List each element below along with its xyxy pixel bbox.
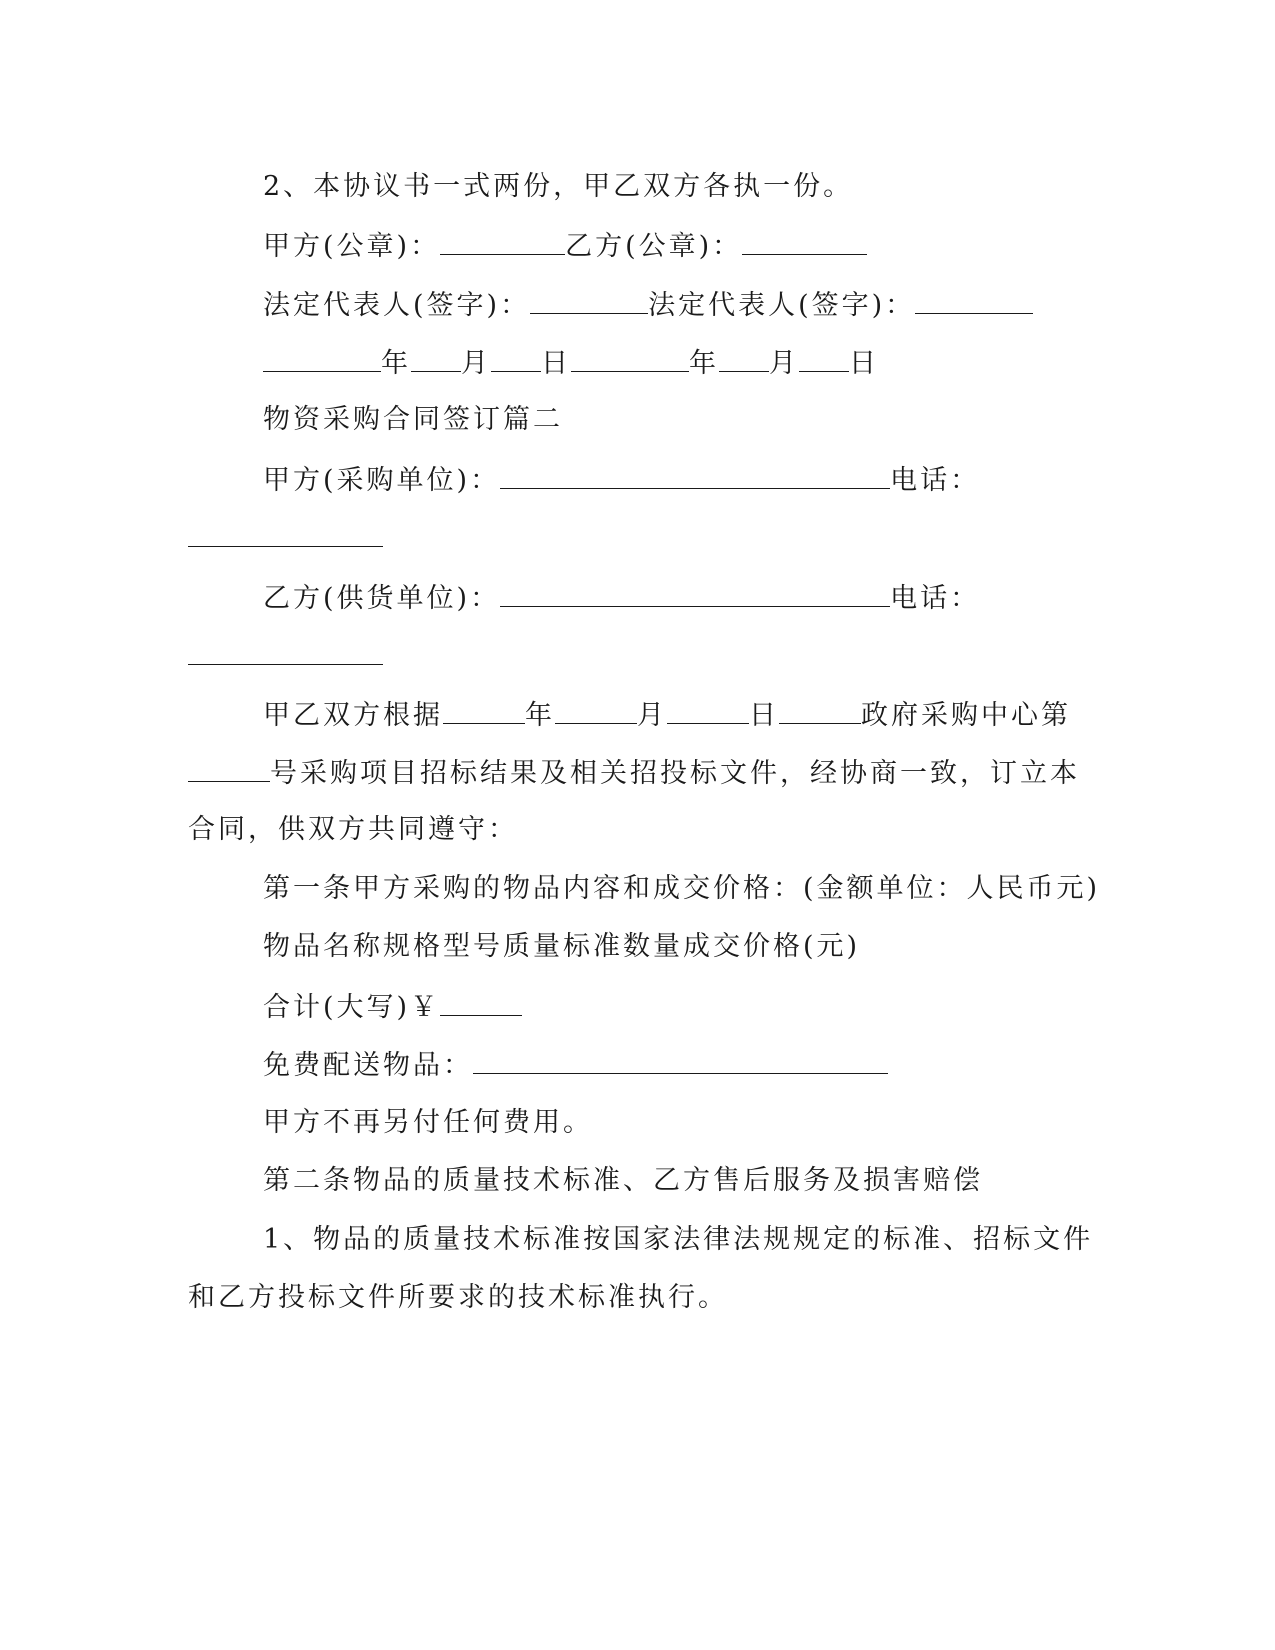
basis-year-blank[interactable]	[443, 697, 525, 724]
article-one-heading: 第一条甲方采购的物品内容和成交价格：(金额单位：人民币元)	[263, 873, 1101, 904]
date-a-year-blank[interactable]	[263, 345, 381, 372]
clause-copies: 2、本协议书一式两份，甲乙双方各执一份。	[263, 171, 854, 202]
date-b-year-blank[interactable]	[571, 345, 689, 372]
agreement-basis-line-3: 合同，供双方共同遵守：	[188, 814, 518, 845]
agreement-basis-line-1: 甲乙双方根据 年 月 日 政府采购中心第	[263, 697, 1071, 733]
party-a-seal-label: 甲方(公章)：	[263, 231, 441, 262]
agreement-basis-line-2: 号采购项目招标结果及相关招投标文件，经协商一致，订立本	[188, 755, 1080, 791]
seal-line	[263, 228, 867, 264]
free-delivery-blank[interactable]	[473, 1047, 888, 1074]
party-a-phone-blank[interactable]	[188, 520, 383, 547]
project-number-blank[interactable]	[188, 755, 270, 782]
signature-line	[263, 287, 1033, 323]
party-a-rep-blank[interactable]	[530, 287, 648, 314]
party-b-rep-label: 法定代表人(签字)：	[648, 290, 916, 321]
date-line: 年 月 日 年 月 日	[263, 345, 879, 381]
procurement-center-blank[interactable]	[779, 697, 861, 724]
basis-day-blank[interactable]	[667, 697, 749, 724]
quality-standard-line-2: 和乙方投标文件所要求的技术标准执行。	[188, 1282, 728, 1313]
date-a-day-blank[interactable]	[491, 345, 541, 372]
total-line: 合计(大写)￥	[263, 989, 522, 1025]
party-b-unit-blank[interactable]	[500, 580, 890, 607]
quality-standard-line-1: 1、物品的质量技术标准按国家法律法规规定的标准、招标文件	[263, 1224, 1094, 1255]
party-a-phone-line	[188, 520, 383, 556]
party-a-rep-label: 法定代表人(签字)：	[263, 290, 531, 321]
total-amount-blank[interactable]	[440, 989, 522, 1016]
date-b-month-blank[interactable]	[719, 345, 769, 372]
article-two-heading: 第二条物品的质量技术标准、乙方售后服务及损害赔偿	[263, 1165, 983, 1196]
party-b-phone-blank[interactable]	[188, 638, 383, 665]
basis-month-blank[interactable]	[555, 697, 637, 724]
item-columns-line: 物品名称规格型号质量标准数量成交价格(元)	[263, 931, 861, 962]
party-b-phone-line	[188, 638, 383, 674]
party-a-seal-blank[interactable]	[440, 228, 565, 255]
date-a-month-blank[interactable]	[411, 345, 461, 372]
party-b-seal-label: 乙方(公章)：	[565, 231, 743, 262]
party-b-line: 乙方(供货单位)： 电话：	[263, 580, 980, 616]
party-b-seal-blank[interactable]	[742, 228, 867, 255]
party-b-rep-blank[interactable]	[915, 287, 1033, 314]
date-b-day-blank[interactable]	[799, 345, 849, 372]
no-extra-fee-line: 甲方不再另付任何费用。	[263, 1107, 593, 1138]
section-heading: 物资采购合同签订篇二	[263, 404, 563, 435]
free-delivery-line: 免费配送物品：	[263, 1047, 888, 1083]
party-a-unit-blank[interactable]	[500, 462, 890, 489]
party-a-line: 甲方(采购单位)： 电话：	[263, 462, 980, 498]
